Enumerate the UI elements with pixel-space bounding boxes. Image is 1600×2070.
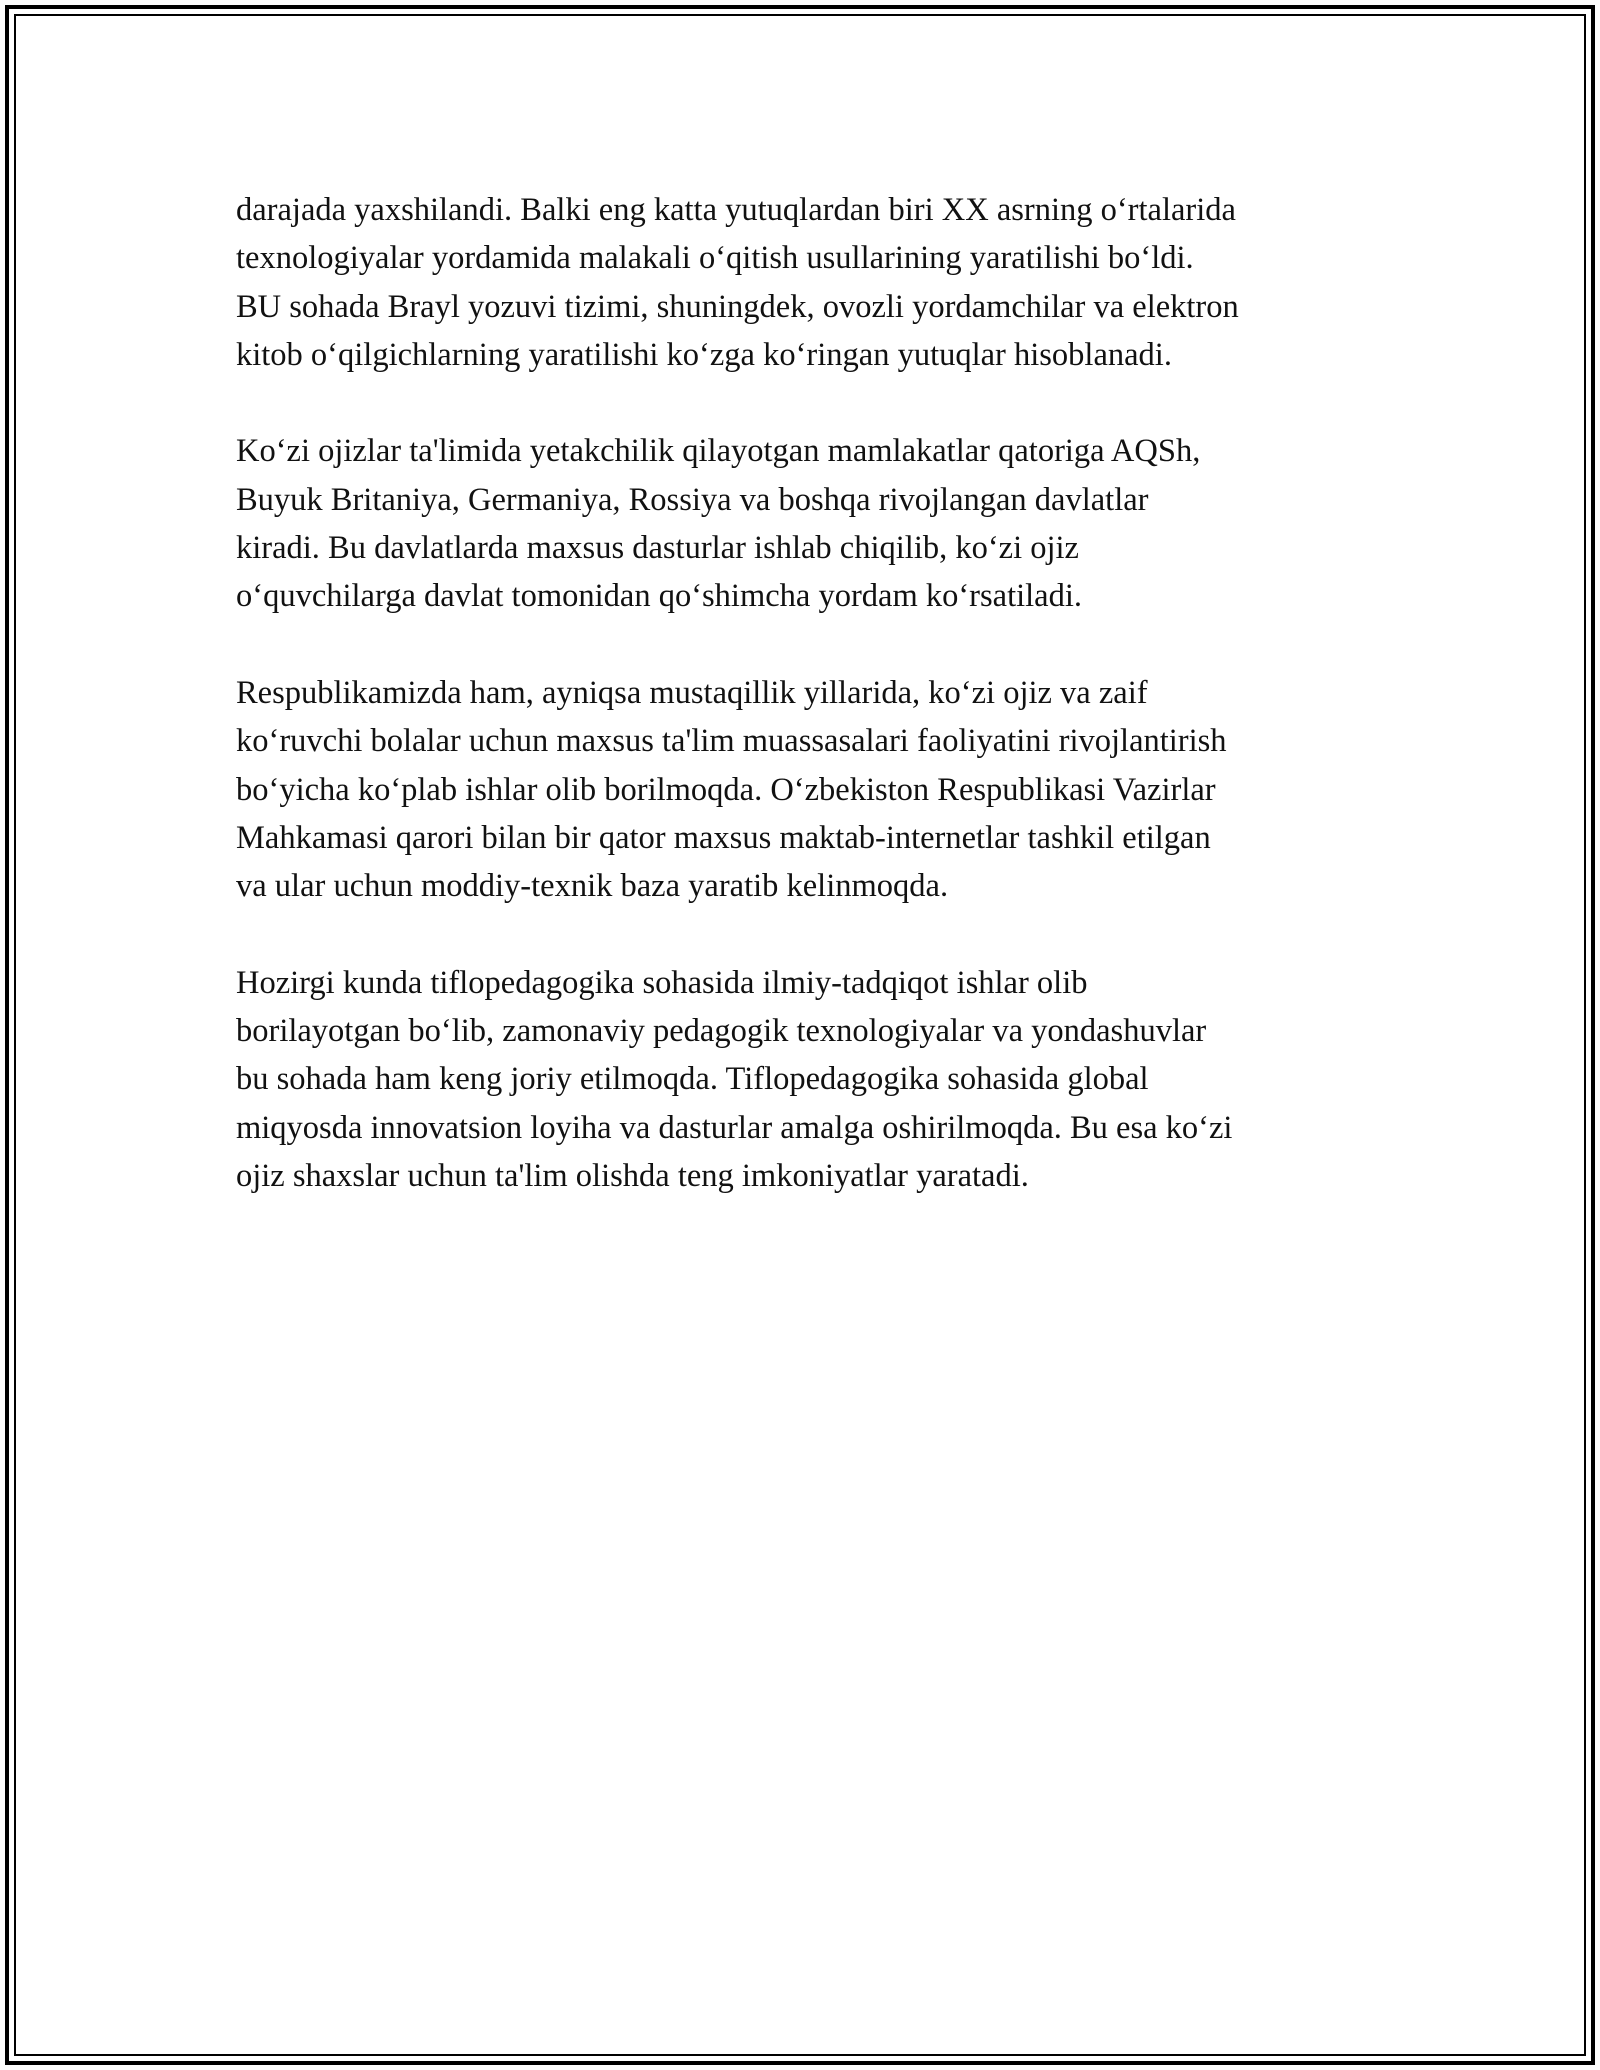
paragraph-2 xyxy=(236,427,1376,620)
paragraph-3 xyxy=(236,669,1376,910)
paragraph-4 xyxy=(236,959,1376,1200)
text-line: bo‘yicha ko‘plab ishlar olib borilmoqda. O‘zbekiston Respublikasi Vazirlar xyxy=(236,771,1216,808)
text-line: ojiz shaxslar uchun ta'lim olishda teng imkoniyatlar yaratadi. xyxy=(236,1157,1029,1194)
text-line: miqyosda innovatsion loyiha va dasturlar amalga oshirilmoqda. Bu esa ko‘zi xyxy=(236,1109,1233,1146)
text-line: o‘quvchilarga davlat tomonidan qo‘shimcha yordam ko‘rsatiladi. xyxy=(236,578,1082,615)
text-line: kiradi. Bu davlatlarda maxsus dasturlar ishlab chiqilib, ko‘zi ojiz xyxy=(236,530,1079,567)
text-line: kitob o‘qilgichlarning yaratilishi ko‘zga ko‘ringan yutuqlar hisoblanadi. xyxy=(236,336,1172,373)
text-line: va ular uchun moddiy-texnik baza yaratib kelinmoqda. xyxy=(236,868,949,905)
text-line: Buyuk Britaniya, Germaniya, Rossiya va boshqa rivojlangan davlatlar xyxy=(236,481,1149,518)
paragraph-1 xyxy=(236,186,1376,379)
text-line: Mahkamasi qarori bilan bir qator maxsus maktab-internetlar tashkil etilgan xyxy=(236,819,1211,856)
text-line: darajada yaxshilandi. Balki eng katta yutuqlardan biri XX asrning o‘rtalarida xyxy=(236,192,1236,228)
text-line: BU sohada Brayl yozuvi tizimi, shuningdek, ovozli yordamchilar va elektron xyxy=(236,288,1239,325)
text-line: borilayotgan bo‘lib, zamonaviy pedagogik texnologiyalar va yondashuvlar xyxy=(236,1013,1207,1050)
text-line: Hozirgi kunda tiflopedagogika sohasida ilmiy-tadqiqot ishlar olib xyxy=(236,964,1088,1001)
text-line: bu sohada ham keng joriy etilmoqda. Tiflopedagogika sohasida global xyxy=(236,1061,1149,1098)
text-line: Respublikamizda ham, ayniqsa mustaqillik yillarida, ko‘zi ojiz va zaif xyxy=(236,674,1148,711)
text-line: texnologiyalar yordamida malakali o‘qitish usullarining yaratilishi bo‘ldi. xyxy=(236,240,1194,277)
document-body xyxy=(236,186,1376,1249)
text-line: ko‘ruvchi bolalar uchun maxsus ta'lim muassasalari faoliyatini rivojlantirish xyxy=(236,723,1227,760)
text-line: Ko‘zi ojizlar ta'limida yetakchilik qilayotgan mamlakatlar qatoriga AQSh, xyxy=(236,433,1201,470)
